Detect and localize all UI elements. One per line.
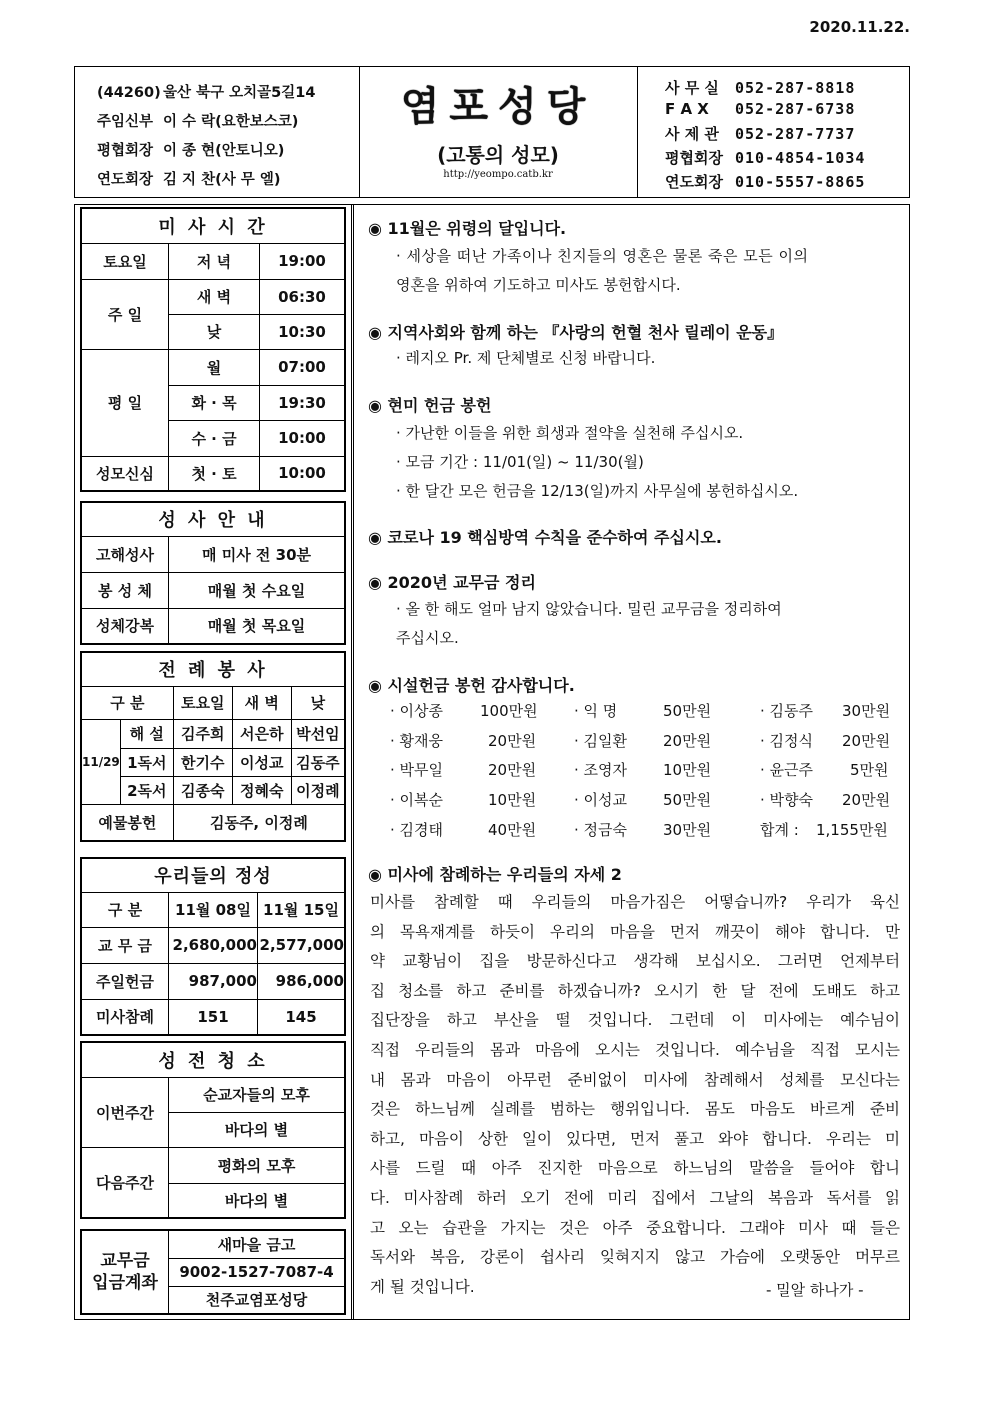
offering-title: 우리들의 정성: [81, 858, 345, 892]
contact-funeral: 연도회장 010-5557-8865: [665, 173, 866, 191]
essay-line: 사를 드릴 때 아주 진지한 마음으로 하느님의 말씀을 들어야 합니: [370, 1159, 900, 1178]
masthead: [359, 67, 638, 197]
church-subtitle: (고통의 성모): [437, 143, 559, 167]
notice-5-line: 주십시오.: [396, 629, 459, 647]
essay-line: 게 될 것입니다.: [370, 1277, 475, 1296]
essay-line: 집 청소를 하고 준비를 하겠습니까? 오시기 한 달 전에 도배도 하고: [370, 981, 900, 1000]
essay-line: 의 목욕재계를 하듯이 우리의 마음을 먼저 깨끗이 해야 합니다. 만: [370, 922, 900, 941]
essay-signature: - 밀알 하나가 -: [766, 1281, 864, 1299]
mass-schedule-table: 미 사 시 간 토요일 저 녁 19:00 주 일 새 벽 06:30 낮 10:30 평 일 월 07:00 화 · 목 19:30 수 · 금 10:00 성모신심 첫 · 토 10:00: [80, 207, 346, 492]
notice-1-title: ◉ 11월은 위령의 달입니다.: [368, 219, 567, 238]
offering-table: 우리들의 정성 구 분 11월 08일 11월 15일 교 무 금 2,680,000 2,577,000 주일헌금 987,000 986,000 미사참례 151 145: [80, 857, 346, 1036]
church-url[interactable]: http://yeompo.catb.kr: [443, 169, 553, 180]
liturgy-service-table: 전 례 봉 사 구 분 토요일 새 벽 낮 11/29 해 설 김주희 서은하 박선임 1독서 한기수 이성교 김동주 2독서 김종숙 정혜숙 이정례 예물봉헌 김동주, 이정례: [80, 651, 346, 842]
essay-line: 내 몸과 마음이 아무런 준비없이 미사에 참례해서 성체를 모신다는: [370, 1070, 900, 1089]
cleaning-title: 성 전 청 소: [81, 1042, 345, 1077]
essay-body: [370, 888, 900, 1302]
notice-3-title: ◉ 현미 헌금 봉헌: [368, 396, 492, 415]
pastor-row: 주임신부 이 수 락(요한보스코): [97, 114, 299, 130]
notice-2-title: ◉ 지역사회와 함께 하는 『사랑의 헌혈 천사 릴레이 운동』: [368, 323, 784, 342]
column-divider: [351, 205, 354, 1319]
contact-fax: F A X 052-287-6738: [665, 100, 856, 118]
account-table: 교무금 입금계좌 새마을 금고 9002-1527-7087-4 천주교염포성당: [80, 1229, 346, 1315]
church-name: 염포성당: [400, 84, 596, 130]
notice-1-line: · 세상을 떠난 가족이나 친지들의 영혼은 물론 죽은 모든 이의: [396, 247, 809, 265]
sacrament-title: 성 사 안 내: [81, 502, 345, 536]
contact-office: 사 무 실 052-287-8818: [665, 79, 856, 97]
mass-schedule-title: 미 사 시 간: [81, 208, 345, 243]
essay-line: 집단장을 하고 부산을 떨 것입니다. 그런데 이 미사에는 예수님이: [370, 1011, 900, 1030]
notice-3-line: · 모금 기간 : 11/01(일) ~ 11/30(월): [396, 453, 644, 471]
funeral-president-row: 연도회장 김 지 찬(사 무 엘): [97, 172, 281, 188]
essay-line: 것은 하느님께 실례를 범하는 행위입니다. 몸도 마음도 바르게 준비: [370, 1100, 900, 1119]
essay-line: 약 교황님이 집을 방문하신다고 생각해 보십시오. 그러면 언제부터: [370, 952, 900, 971]
council-president-row: 평협회장 이 종 현(안토니오): [97, 143, 285, 159]
address-row: (44260) 울산 북구 오치골5길14: [97, 85, 316, 101]
notice-4-title: ◉ 코로나 19 핵심방역 수칙을 준수하여 주십시오.: [368, 528, 722, 547]
contact-council: 평협회장 010-4854-1034: [665, 149, 866, 167]
issue-date: 2020.11.22.: [809, 18, 910, 36]
notice-3-line: · 한 달간 모은 헌금을 12/13(일)까지 사무실에 봉헌하십시오.: [396, 482, 799, 500]
notice-3-line: · 가난한 이들을 위한 희생과 절약을 실천해 주십시오.: [396, 424, 744, 442]
account-label: 교무금 입금계좌: [81, 1230, 169, 1314]
sacrament-table: 성 사 안 내 고해성사 매 미사 전 30분 봉 성 체 매월 첫 수요일 성체강복 매월 첫 목요일: [80, 501, 346, 645]
notice-5-title: ◉ 2020년 교무금 정리: [368, 573, 536, 592]
notice-6-title: ◉ 시설헌금 봉헌 감사합니다.: [368, 676, 575, 695]
contact-list: [637, 67, 909, 197]
parish-info: [75, 67, 360, 197]
essay-line: 직접 우리들의 몸과 마음에 오시는 것입니다. 예수님을 직접 모시는: [370, 1040, 900, 1059]
bulletin-header: [74, 66, 910, 198]
contact-rectory: 사 제 관 052-287-7737: [665, 125, 856, 143]
notice-2-line: · 레지오 Pr. 제 단체별로 신청 바랍니다.: [396, 349, 656, 367]
essay-line: 다. 미사참례 하러 오기 전에 미리 집에서 그날의 복음과 독서를 읽: [370, 1188, 900, 1207]
essay-title: ◉ 미사에 참례하는 우리들의 자세 2: [368, 865, 622, 884]
liturgy-service-title: 전 례 봉 사: [81, 652, 345, 686]
essay-line: 독서와 복음, 강론이 쉽사리 잊혀지지 않고 가슴에 오랫동안 머무르: [370, 1248, 900, 1267]
cleaning-table: 성 전 청 소 이번주간 순교자들의 모후 바다의 별 다음주간 평화의 모후 바다의 별: [80, 1041, 346, 1219]
essay-line: 하고, 마음이 상한 일이 있다면, 먼저 풀고 와야 합니다. 우리는 미: [370, 1129, 900, 1148]
essay-line: 미사를 참례할 때 우리들의 마음가짐은 어떻습니까? 우리가 육신: [370, 893, 900, 911]
notice-5-line: · 올 한 해도 얼마 남지 않았습니다. 밀린 교무금을 정리하여: [396, 600, 782, 618]
essay-line: 고 오는 습관을 가지는 것은 아주 중요합니다. 그래야 미사 때 들은: [370, 1218, 900, 1237]
notice-1-line: 영혼을 위하여 기도하고 미사도 봉헌합시다.: [396, 276, 681, 294]
